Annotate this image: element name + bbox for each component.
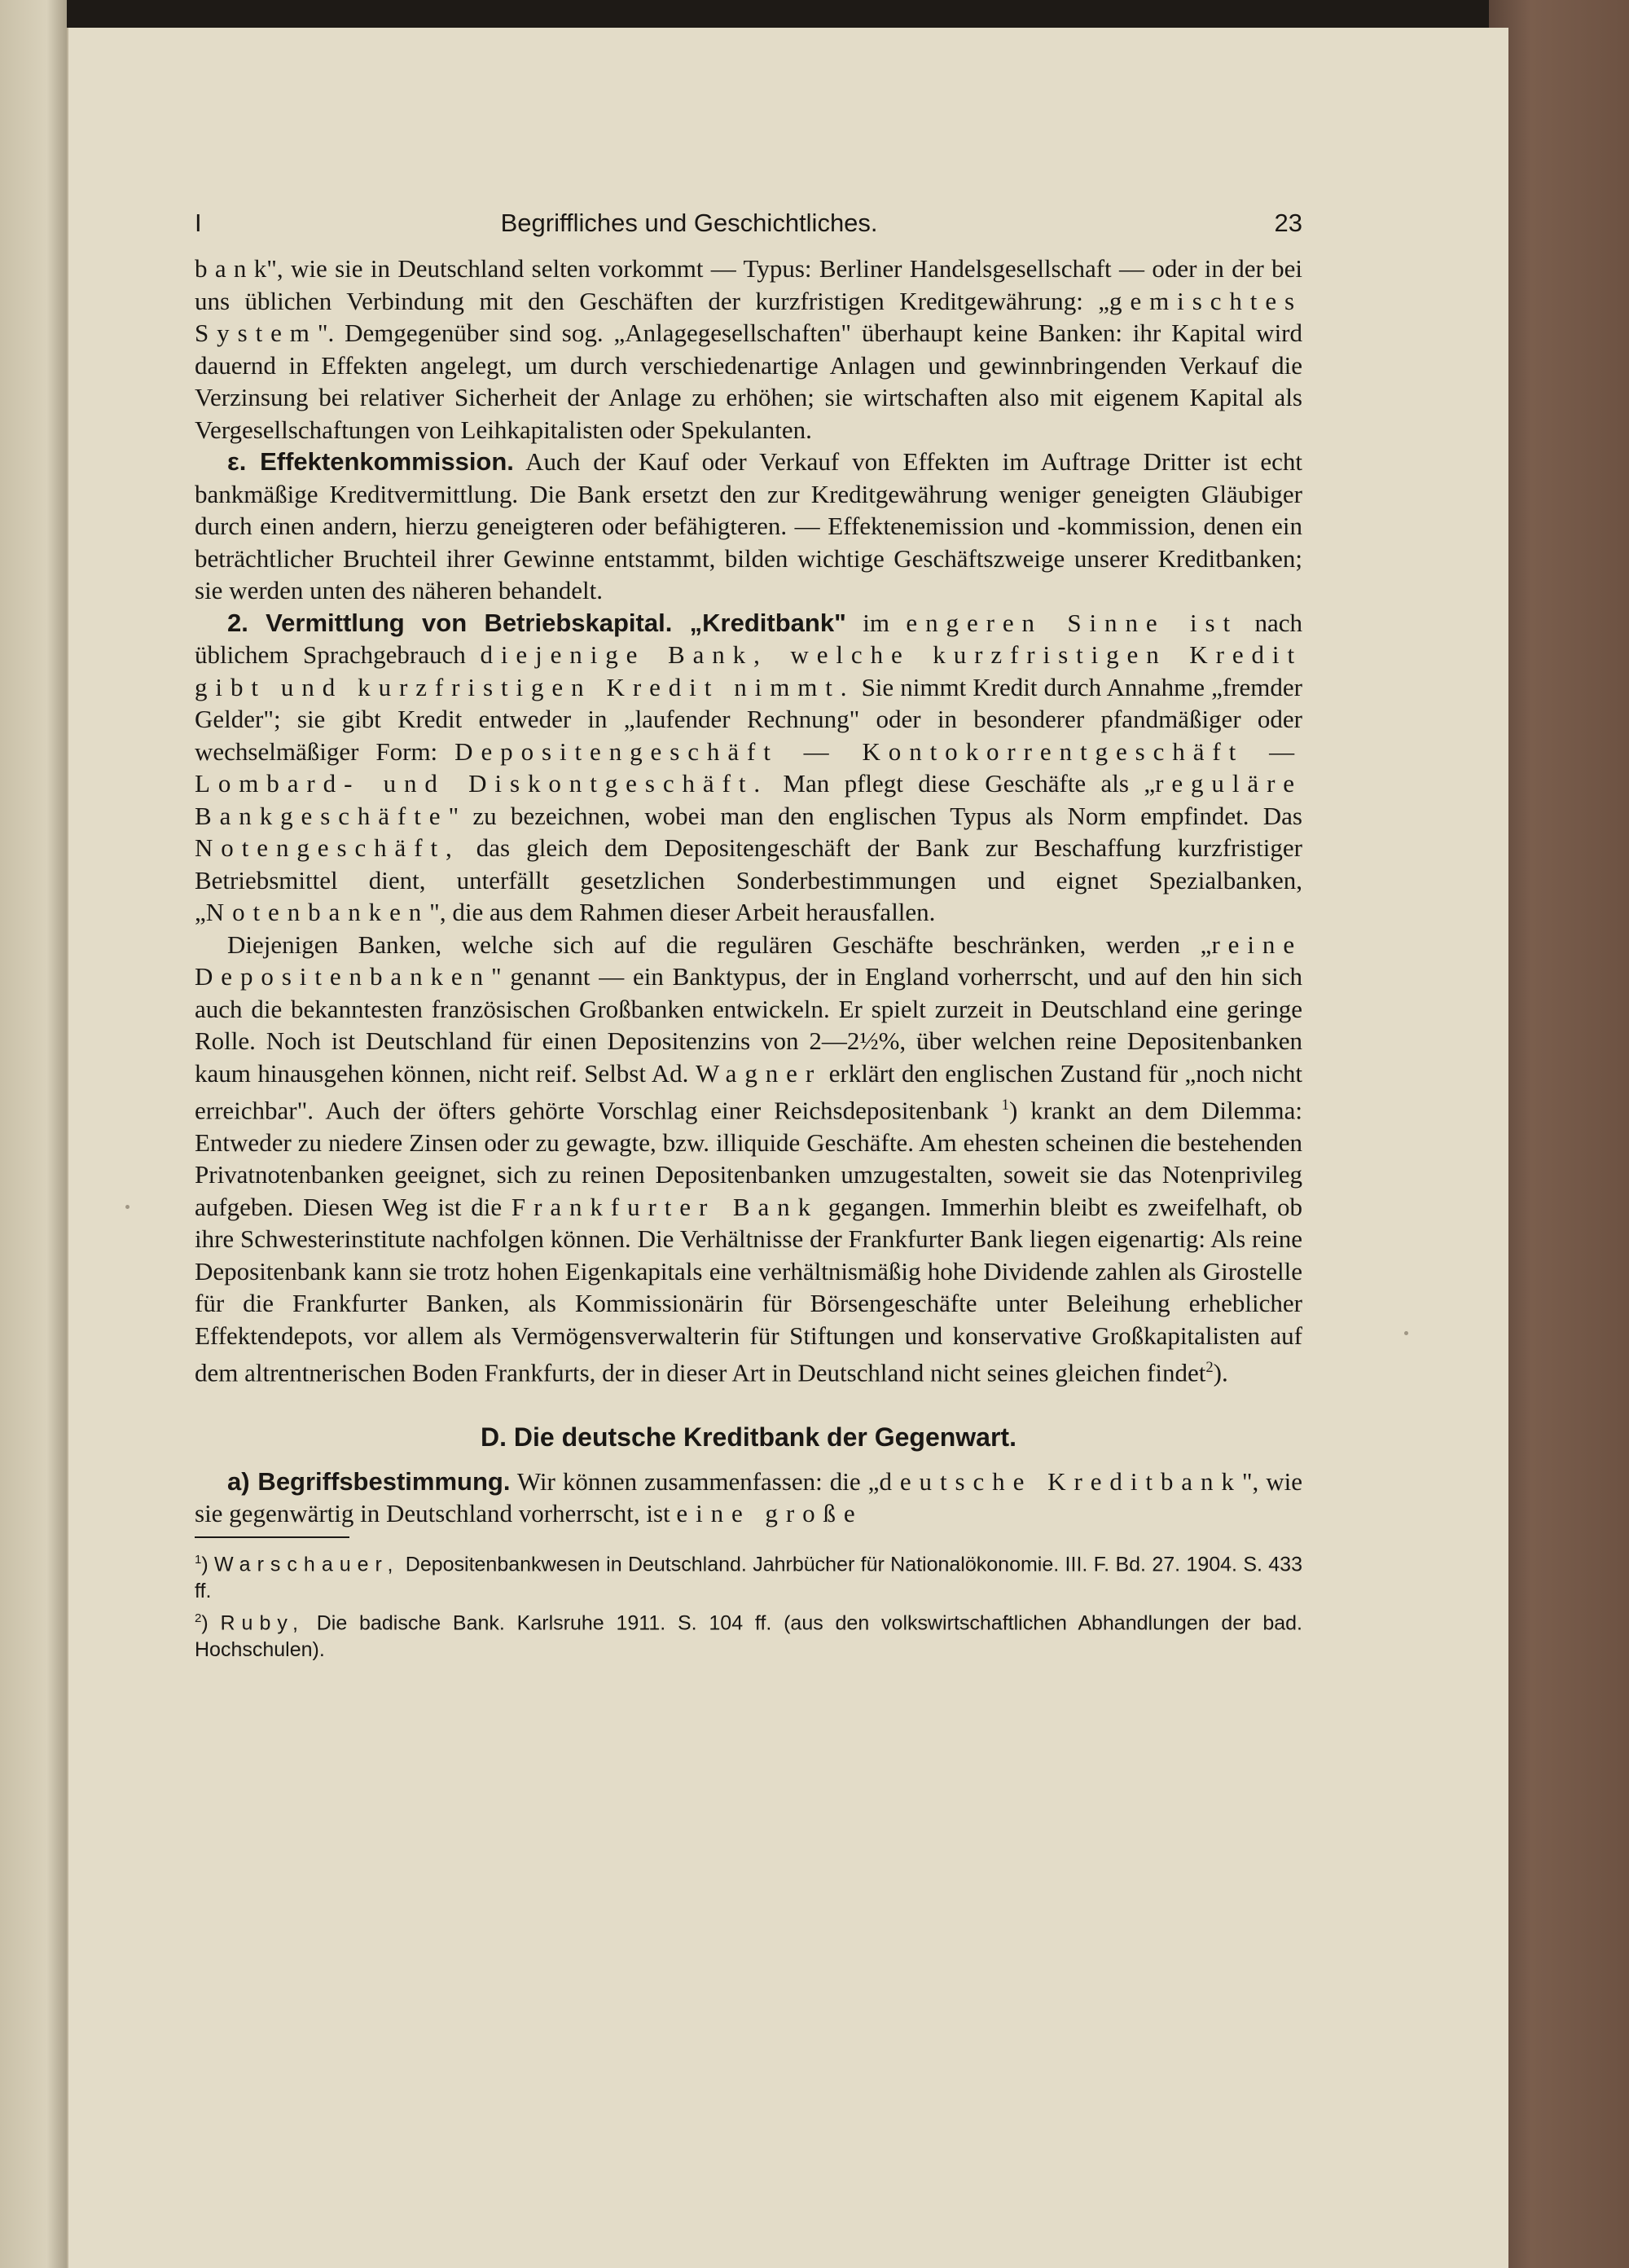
facing-page-edge [0,0,67,2268]
spaced-emphasis: reguläre Bankgeschäfte [195,769,1302,830]
footnote-ref: 1 [1001,1097,1009,1114]
book-cover-edge [1489,0,1629,2268]
book-page [67,28,1508,2268]
spaced-emphasis: engeren Sinne ist [906,608,1238,637]
running-title: Begriffliches und Geschichtliches. [500,209,878,237]
spaced-emphasis: Frankfurter Bank [511,1192,819,1221]
subsection-label: 2. Vermittlung von Betriebskapital. „Kreditbank" [227,608,846,637]
paragraph-begriffsbestimmung: a) Begriffsbestimmung. Wir können zusammenfassen: die „deutsche Kreditbank", wie sie gegenwärtig in Deutschland vorherrscht, ist eine große [195,1466,1303,1528]
running-head [195,207,1302,253]
spaced-emphasis: diejenige Bank, welche kurzfristigen Kredit gibt und kurzfristigen Kredit nimmt. [195,640,1302,701]
section-heading: D. Die deutsche Kreditbank der Gegenwart. [481,1422,1016,1453]
paragraph-depositenbanken: Diejenigen Banken, welche sich auf die regulären Geschäfte beschränken, werden „reine Depositenbanken" genannt — ein Banktypus, der in England vorherrscht, und auf den hin sich auch die bekanntesten französischen Großbanken entwickeln. Er spielt zurzeit in Deutschland eine geringe Rolle. Noch ist Deutschland für einen Depositenzins von 2—2½%, über welchen reine Depositenbanken kaum hinausgehen können, nicht reif. Selbst Ad. Wagner erklärt den englischen Zustand für „noch nicht erreichbar". Auch der öfters gehörte Vorschlag einer Reichsdepositenbank $^1$) krankt an dem Dilemma: Entweder zu niedere Zinsen oder zu gewagte, bzw. illiquide Geschäfte. Am ehesten scheinen die bestehenden Privatnotenbanken geeignet, sich zu reinen Depositenbanken umzugestalten, soweit sie das Notenprivileg aufgeben. Diesen Weg ist die Frankfurter Bank gegangen. Immerhin bleibt es zweifelhaft, ob ihre Schwesterinstitute nachfolgen können. Die Verhältnisse der Frankfurter Bank liegen eigenartig: Als reine Depositenbank kann sie trotz hohen Eigenkapitals eine verhältnismäßig hohe Dividende zahlen als Girostelle für die Frankfurter Banken, als Kommissionärin für Börsengeschäfte unter Beleihung erheblicher Effektendepots, vor allem als Vermögensverwalterin für Stiftungen und konservative Großkapitalisten auf dem altrentnerischen Boden Frankfurts, der in dieser Art in Deutschland nicht seines gleichen findet$^2$). [195,930,1303,1387]
footnote-2: $^2$) Ruby, Die badische Bank. Karlsruhe 1911. S. 104 ff. (aus den volkswirtschaftlichen Abhandlungen der bad. Hochschulen). [195,1611,1302,1662]
subsection-label: a) Begriffsbestimmung. [227,1466,511,1496]
footnote-1: $^1$) Warschauer, Depositenbankwesen in Deutschland. Jahrbücher für Nationalökonomie. III. F. Bd. 27. 1904. S. 433 ff. [195,1552,1302,1602]
subsection-label: ε. Effektenkommission. [227,447,514,476]
footnote-author: Warschauer, [214,1552,400,1576]
page-number: 23 [1274,209,1302,237]
spaced-emphasis: deutsche Kreditbank [879,1466,1242,1496]
footnote-ref: 2 [1205,1359,1214,1377]
text-block [195,207,1302,1664]
spaced-emphasis: Depositengeschäft — Kontokorrentgeschäft — Lombard- und Diskontgeschäft. [195,736,1302,798]
paragraph-betriebskapital: 2. Vermittlung von Betriebskapital. „Kreditbank" im engeren Sinne ist nach üblichem Sprachgebrauch diejenige Bank, welche kurzfristigen Kredit gibt und kurzfristigen Kredit nimmt. Sie nimmt Kredit durch Annahme „fremder Gelder"; sie gibt Kredit entweder in „laufender Rechnung" oder in besonderer pfandmäßiger oder wechselmäßiger Form: Depositengeschäft — Kontokorrentgeschäft — Lombard- und Diskontgeschäft. Man pflegt diese Geschäfte als „reguläre Bankgeschäfte" zu bezeichnen, wobei man den englischen Typus als Norm empfindet. Das Notengeschäft, das gleich dem Depositengeschäft der Bank zur Beschaffung kurzfristiger Betriebsmittel dient, unterfällt gesetzlichen Sonderbestimmungen und eignet Spezialbanken, „Notenbanken", die aus dem Rahmen dieser Arbeit herausfallen. [195,608,1303,926]
spaced-emphasis: Wagner [695,1058,823,1088]
footnote-author: Ruby, [220,1611,305,1635]
spaced-emphasis: Notenbanken [205,898,430,926]
paper-speck [1404,1331,1408,1335]
paper-speck [125,1205,130,1209]
spaced-emphasis: Notengeschäft, [195,833,460,862]
paragraph-anlagegesellschaften: b a n k", wie sie in Deutschland selten vorkommt — Typus: Berliner Handelsgesellschaft — oder in der bei uns üblichen Verbindung mit den Geschäften der kurzfristigen Kreditgewährung: „gemischtes System". Demgegenüber sind sog. „Anlagegesellschaften" überhaupt keine Banken: ihr Kapital wird dauernd in Effekten angelegt, um durch verschiedenartige Anlagen und gewinnbringenden Verkauf die Verzinsung bei relativer Sicherheit der Anlage zu erhöhen; sie wirtschaften also mit eigenem Kapital als Vergesellschaftungen von Leihkapitalisten oder Spekulanten. [195,254,1302,444]
paragraph-effektenkommission: ε. Effektenkommission. Auch der Kauf oder Verkauf von Effekten im Auftrage Dritter ist echt bankmäßige Kreditvermittlung. Die Bank ersetzt den zur Kreditgewährung weniger geneigten Gläubiger durch einen andern, hierzu geneigteren oder befähigteren. — Effektenemission und -kommission, denen ein beträchtlicher Bruchteil ihrer Gewinne entstammt, bilden wichtige Geschäftszweige unserer Kreditbanken; sie werden unten des näheren behandelt. [195,447,1302,604]
spaced-emphasis: reine Depositenbanken [195,930,1302,991]
spaced-emphasis: eine große [676,1499,863,1528]
chapter-number: I [195,209,202,237]
spaced-emphasis: gemischtes System [195,286,1302,347]
footnote-rule [195,1536,349,1538]
